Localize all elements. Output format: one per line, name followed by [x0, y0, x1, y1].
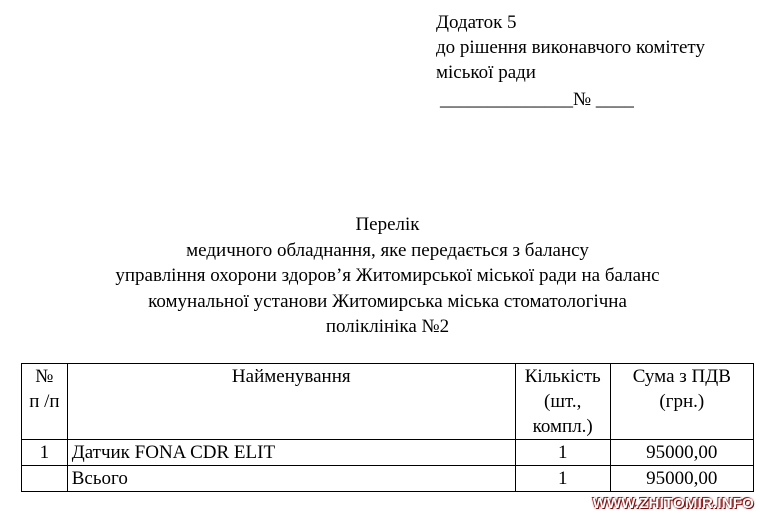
table-header-row	[22, 364, 754, 440]
total-sum: 95000,00	[610, 466, 753, 492]
title-line-4: комунальної установи Житомирська міська стоматологічна	[148, 290, 627, 312]
decision-reference: до рішення виконавчого комітету	[436, 37, 705, 58]
title-line-5: поліклініка №2	[325, 316, 450, 337]
document-title	[60, 212, 715, 340]
header-sum: Сума з ПДВ (грн.)	[610, 364, 753, 440]
total-quantity: 1	[515, 466, 610, 492]
table-row	[22, 440, 754, 466]
appendix-number: Додаток 5	[436, 12, 517, 33]
equipment-table	[21, 363, 754, 492]
document-header	[436, 10, 705, 112]
total-label: Всього	[67, 466, 515, 492]
header-number: № п /п	[22, 364, 68, 440]
row-number: 1	[22, 440, 68, 466]
council-name: міської ради	[436, 62, 536, 83]
header-name: Найменування	[67, 364, 515, 440]
row-name: Датчик FONA CDR ELIT	[67, 440, 515, 466]
title-line-3: управління охорони здоров’я Житомирської міської ради на баланс	[115, 265, 660, 286]
watermark-logo: WWW.ZHITOMIR.INFO	[592, 495, 754, 512]
signature-line: ______________№ ____	[440, 89, 634, 110]
title-line-1: Перелік	[355, 214, 420, 235]
total-number	[22, 466, 68, 492]
row-quantity: 1	[515, 440, 610, 466]
header-quantity: Кількість (шт., компл.)	[515, 364, 610, 440]
total-row	[22, 466, 754, 492]
row-sum: 95000,00	[610, 440, 753, 466]
title-line-2: медичного обладнання, яке передається з балансу	[186, 239, 589, 261]
